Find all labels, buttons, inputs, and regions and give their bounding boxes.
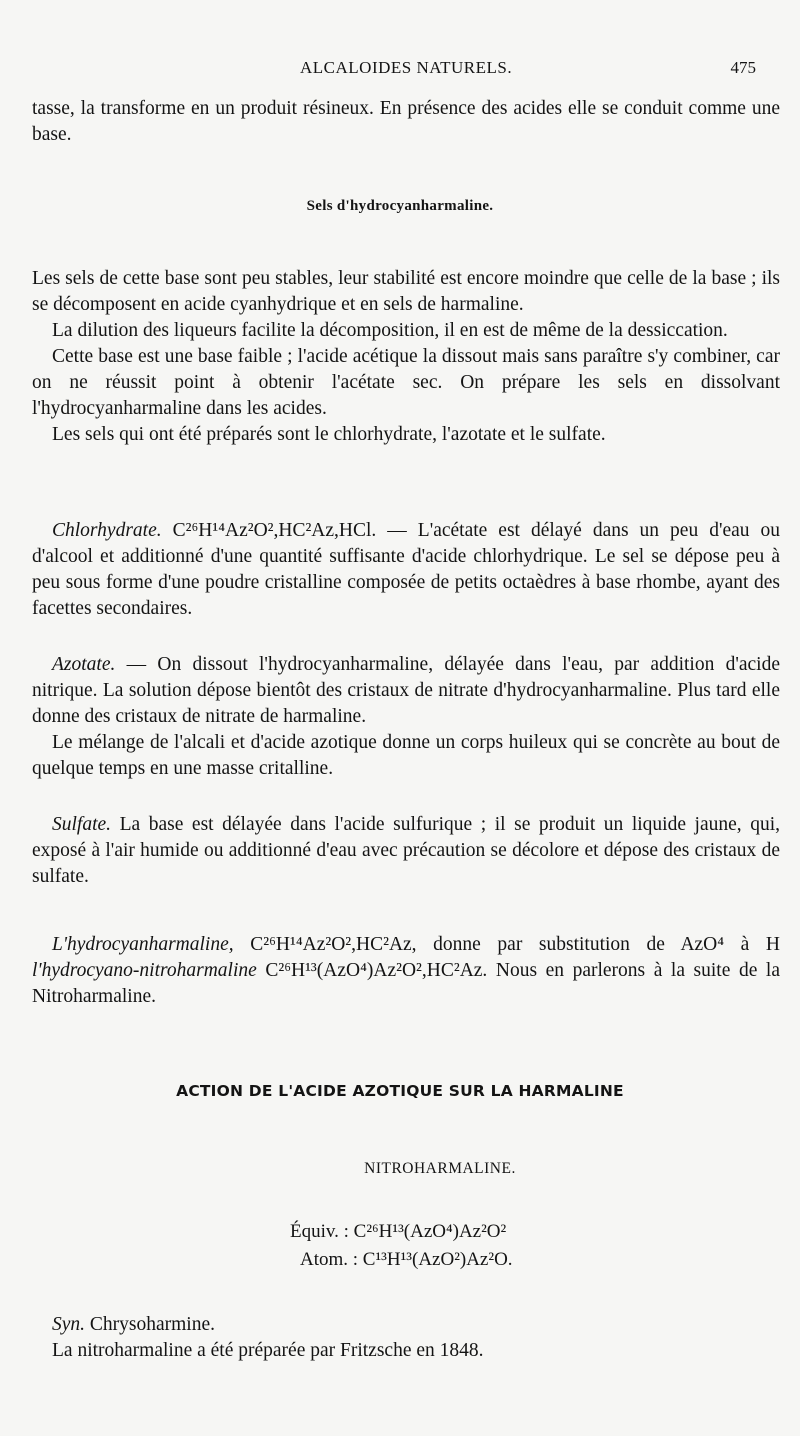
intro-text: tasse, la transforme en un produit résineux. En présence des acides elle se conduit comme une base. [32,98,780,145]
salts-paragraph-1: Les sels de cette base sont peu stables, leur stabilité est encore moindre que celle de la base ; ils se décomposent en acide cyanhydrique et en sels de harmaline. [32,268,780,315]
substitution-text-2: Nous en parlerons à la suite de la Nitroharmaline. [32,960,780,1007]
sulfate-text: La base est délayée dans l'acide sulfurique ; il se produit un liquide jaune, qui, exposé à l'air humide ou additionné d'eau avec précaution se décolore et dépose des cristaux de sulfate. [32,814,780,887]
chlorhydrate-section [32,518,780,622]
sulfate-term: Sulfate. [52,814,112,835]
section-heading-nitroharmaline: NITROHARMALINE. [364,1160,516,1177]
formula-atom: Atom. : C¹³H¹³(AzO²)Az²O. [300,1249,513,1270]
salts-paragraph-2: La dilution des liqueurs facilite la décomposition, il en est de même de la dessiccation. [52,320,728,341]
section-heading-salts: Sels d'hydrocyanharmaline. [306,198,494,214]
formula-equiv: Équiv. : C²⁶H¹³(AzO⁴)Az²O² [290,1221,507,1242]
closing-section [32,1312,780,1364]
azotate-text: — On dissout l'hydrocyanharmaline, délayée dans l'eau, par addition d'acide nitrique. La solution dépose bientôt des cristaux de nitrate d'hydrocyanharmaline. Plus tard elle donne des cristaux de nitrate de harmaline. [32,654,780,727]
substitution-formula-1: C²⁶H¹⁴Az²O²,HC²Az, [233,934,417,955]
azotate-paragraph-2: Le mélange de l'alcali et d'acide azotique donne un corps huileux qui se concrète au bout de quelque temps en une masse critalline. [32,732,780,779]
chlorhydrate-formula: C²⁶H¹⁴Az²O²,HC²Az,HCl. [172,520,377,541]
salts-section [32,266,780,448]
intro-paragraph [32,96,780,148]
sulfate-paragraph [32,812,780,890]
sulfate-section [32,812,780,890]
azotate-paragraph [32,652,780,730]
salts-paragraph-3: Cette base est une base faible ; l'acide acétique la dissout mais sans paraître s'y combiner, car on ne réussit point à obtenir l'acétate sec. On prépare les sels en dissolvant l'hydrocyanharmaline dans les acides. [32,346,780,419]
substitution-term-2: l'hydrocyano-nitroharmaline [32,960,257,981]
chlorhydrate-text: — L'acétate est délayé dans un peu d'eau ou d'alcool et additionné d'une quantité suffisante d'acide chlorhydrique. Le sel se dépose peu à peu sous forme d'une poudre cristalline composée de petits octaèdres à base rhombe, ayant des facettes secondaires. [32,520,781,619]
substitution-paragraph [32,932,780,1010]
section-heading-action: ACTION DE L'ACIDE AZOTIQUE SUR LA HARMALINE [176,1082,624,1100]
page-number: 475 [730,58,756,77]
chlorhydrate-term: Chlorhydrate. [52,520,162,541]
running-head: ALCALOIDES NATURELS. [300,58,513,77]
azotate-section [32,652,780,782]
substitution-formula-2: C²⁶H¹³(AzO⁴)Az²O²,HC²Az. [256,960,488,981]
closing-paragraph: La nitroharmaline a été préparée par Fritzsche en 1848. [52,1340,484,1361]
syn-term: Syn. [52,1314,86,1335]
substitution-section [32,932,780,1010]
chlorhydrate-paragraph [32,518,780,622]
azotate-term: Azotate. [52,654,116,675]
syn-paragraph [32,1312,780,1338]
substitution-text-1: donne par substitution de AzO⁴ à H [416,934,780,955]
syn-text: Chrysoharmine. [85,1314,216,1335]
substitution-term-1: L'hydrocyanharmaline, [52,934,234,955]
salts-paragraph-4: Les sels qui ont été préparés sont le chlorhydrate, l'azotate et le sulfate. [52,424,606,445]
